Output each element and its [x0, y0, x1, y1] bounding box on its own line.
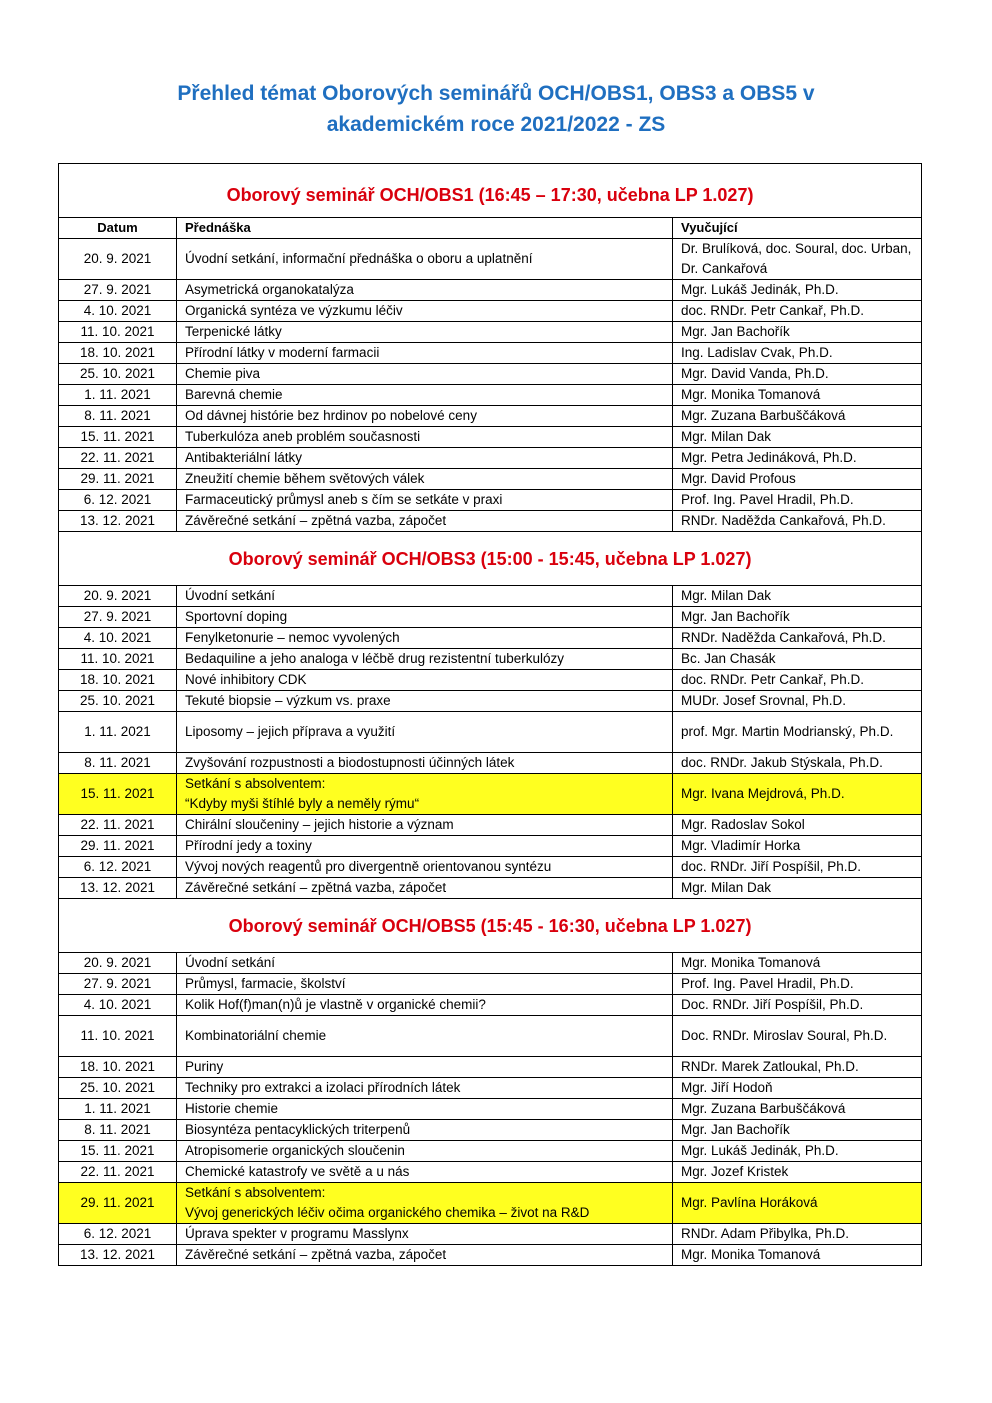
- lecture-cell: Závěrečné setkání – zpětná vazba, zápočet: [177, 511, 673, 532]
- teacher-cell: Mgr. Pavlína Horáková: [673, 1183, 922, 1224]
- teacher-cell: Mgr. Jan Bachořík: [673, 322, 922, 343]
- lecture-cell: Kombinatoriální chemie: [177, 1016, 673, 1057]
- date-cell: 15. 11. 2021: [59, 427, 177, 448]
- table-row: [59, 878, 922, 899]
- teacher-cell: Mgr. Milan Dak: [673, 586, 922, 607]
- date-cell: 27. 9. 2021: [59, 280, 177, 301]
- lecture-cell: Od dávnej histórie bez hrdinov po nobelové ceny: [177, 406, 673, 427]
- table-header-row: [59, 218, 922, 239]
- date-cell: 22. 11. 2021: [59, 815, 177, 836]
- teacher-cell: Mgr. Jan Bachořík: [673, 1120, 922, 1141]
- lecture-cell: Asymetrická organokatalýza: [177, 280, 673, 301]
- table-row: [59, 490, 922, 511]
- lecture-cell: Bedaquiline a jeho analoga v léčbě drug rezistentní tuberkulózy: [177, 649, 673, 670]
- date-cell: 13. 12. 2021: [59, 878, 177, 899]
- table-row: [59, 364, 922, 385]
- date-cell: 4. 10. 2021: [59, 628, 177, 649]
- table-row: [59, 815, 922, 836]
- table-row: [59, 691, 922, 712]
- teacher-cell: doc. RNDr. Petr Cankař, Ph.D.: [673, 670, 922, 691]
- date-cell: 18. 10. 2021: [59, 343, 177, 364]
- teacher-cell: Mgr. Milan Dak: [673, 427, 922, 448]
- lecture-cell: Tekuté biopsie – výzkum vs. praxe: [177, 691, 673, 712]
- teacher-cell: RNDr. Naděžda Cankařová, Ph.D.: [673, 511, 922, 532]
- lecture-cell: Zneužití chemie během světových válek: [177, 469, 673, 490]
- lecture-cell: Kolik Hof(f)man(n)ů je vlastně v organické chemii?: [177, 995, 673, 1016]
- date-cell: 15. 11. 2021: [59, 774, 177, 815]
- table-row: [59, 1078, 922, 1099]
- teacher-cell: Mgr. Radoslav Sokol: [673, 815, 922, 836]
- lecture-subtitle: Vývoj generických léčiv očima organického chemika – život na R&D: [185, 1205, 590, 1220]
- lecture-cell: Sportovní doping: [177, 607, 673, 628]
- section-heading: Oborový seminář OCH/OBS3 (15:00 - 15:45, učebna LP 1.027): [59, 532, 922, 586]
- date-cell: 4. 10. 2021: [59, 995, 177, 1016]
- teacher-cell: Ing. Ladislav Cvak, Ph.D.: [673, 343, 922, 364]
- date-cell: 22. 11. 2021: [59, 448, 177, 469]
- date-cell: 1. 11. 2021: [59, 712, 177, 753]
- lecture-cell: Biosyntéza pentacyklických triterpenů: [177, 1120, 673, 1141]
- lecture-cell: Chirální sloučeniny – jejich historie a význam: [177, 815, 673, 836]
- date-cell: 6. 12. 2021: [59, 490, 177, 511]
- date-cell: 20. 9. 2021: [59, 239, 177, 280]
- date-cell: 13. 12. 2021: [59, 1245, 177, 1266]
- table-row: [59, 995, 922, 1016]
- section-heading: Oborový seminář OCH/OBS1 (16:45 – 17:30, učebna LP 1.027): [59, 164, 922, 218]
- teacher-cell: doc. RNDr. Jiří Pospíšil, Ph.D.: [673, 857, 922, 878]
- lecture-cell: Úvodní setkání: [177, 953, 673, 974]
- section-heading-row: [59, 899, 922, 953]
- lecture-cell: Vývoj nových reagentů pro divergentně orientovanou syntézu: [177, 857, 673, 878]
- lecture-cell: [177, 1183, 673, 1224]
- table-row: [59, 1057, 922, 1078]
- teacher-cell: RNDr. Marek Zatloukal, Ph.D.: [673, 1057, 922, 1078]
- lecture-cell: Chemie piva: [177, 364, 673, 385]
- table-row: [59, 836, 922, 857]
- date-cell: 29. 11. 2021: [59, 469, 177, 490]
- date-cell: 8. 11. 2021: [59, 406, 177, 427]
- teacher-cell: Mgr. Zuzana Barbuščáková: [673, 1099, 922, 1120]
- teacher-cell: Dr. Brulíková, doc. Soural, doc. Urban, Dr. Cankařová: [673, 239, 922, 280]
- table-row: [59, 1183, 922, 1224]
- lecture-subtitle: “Kdyby myši štíhlé byly a neměly rýmu“: [185, 796, 420, 811]
- teacher-cell: Mgr. Jan Bachořík: [673, 607, 922, 628]
- date-cell: 11. 10. 2021: [59, 322, 177, 343]
- table-row: [59, 385, 922, 406]
- lecture-cell: Přírodní jedy a toxiny: [177, 836, 673, 857]
- page-title-line-2: akademickém roce 2021/2022 - ZS: [326, 113, 666, 136]
- table-row: [59, 1120, 922, 1141]
- teacher-cell: Prof. Ing. Pavel Hradil, Ph.D.: [673, 974, 922, 995]
- table-row: [59, 427, 922, 448]
- table-row: [59, 649, 922, 670]
- table-row: [59, 1016, 922, 1057]
- page-title-line-1: Přehled témat Oborových seminářů OCH/OBS1, OBS3 a OBS5 v: [177, 82, 815, 105]
- lecture-cell: Barevná chemie: [177, 385, 673, 406]
- date-cell: 1. 11. 2021: [59, 385, 177, 406]
- teacher-cell: RNDr. Adam Přibylka, Ph.D.: [673, 1224, 922, 1245]
- date-cell: 6. 12. 2021: [59, 857, 177, 878]
- schedule-table: [58, 163, 922, 1266]
- table-row: [59, 322, 922, 343]
- teacher-cell: Mgr. Jiří Hodoň: [673, 1078, 922, 1099]
- table-row: [59, 469, 922, 490]
- table-row: [59, 974, 922, 995]
- teacher-cell: doc. RNDr. Petr Cankař, Ph.D.: [673, 301, 922, 322]
- table-row: [59, 953, 922, 974]
- teacher-cell: Mgr. Zuzana Barbuščáková: [673, 406, 922, 427]
- lecture-cell: [177, 774, 673, 815]
- table-row: [59, 670, 922, 691]
- lecture-cell: Úvodní setkání: [177, 586, 673, 607]
- teacher-cell: Mgr. David Profous: [673, 469, 922, 490]
- lecture-cell: Nové inhibitory CDK: [177, 670, 673, 691]
- table-row: [59, 628, 922, 649]
- teacher-cell: Mgr. Petra Jedináková, Ph.D.: [673, 448, 922, 469]
- teacher-cell: Mgr. Lukáš Jedinák, Ph.D.: [673, 1141, 922, 1162]
- lecture-cell: Atropisomerie organických sloučenin: [177, 1141, 673, 1162]
- date-cell: 25. 10. 2021: [59, 364, 177, 385]
- date-cell: 4. 10. 2021: [59, 301, 177, 322]
- teacher-cell: RNDr. Naděžda Cankařová, Ph.D.: [673, 628, 922, 649]
- table-row: [59, 301, 922, 322]
- table-row: [59, 511, 922, 532]
- lecture-title: Setkání s absolventem:: [185, 1185, 326, 1200]
- lecture-cell: Organická syntéza ve výzkumu léčiv: [177, 301, 673, 322]
- lecture-cell: Terpenické látky: [177, 322, 673, 343]
- lecture-cell: Zvyšování rozpustnosti a biodostupnosti účinných látek: [177, 753, 673, 774]
- teacher-cell: Mgr. Milan Dak: [673, 878, 922, 899]
- lecture-cell: Přírodní látky v moderní farmacii: [177, 343, 673, 364]
- lecture-cell: Farmaceutický průmysl aneb s čím se setkáte v praxi: [177, 490, 673, 511]
- table-row: [59, 1162, 922, 1183]
- table-row: [59, 607, 922, 628]
- date-cell: 11. 10. 2021: [59, 1016, 177, 1057]
- teacher-cell: Mgr. Jozef Kristek: [673, 1162, 922, 1183]
- date-cell: 25. 10. 2021: [59, 691, 177, 712]
- lecture-cell: Úvodní setkání, informační přednáška o oboru a uplatnění: [177, 239, 673, 280]
- teacher-cell: Mgr. Ivana Mejdrová, Ph.D.: [673, 774, 922, 815]
- lecture-cell: Závěrečné setkání – zpětná vazba, zápočet: [177, 1245, 673, 1266]
- page-title: [0, 78, 992, 140]
- table-row: [59, 280, 922, 301]
- table-row: [59, 857, 922, 878]
- lecture-cell: Průmysl, farmacie, školství: [177, 974, 673, 995]
- table-row: [59, 586, 922, 607]
- table-row: [59, 1245, 922, 1266]
- date-cell: 6. 12. 2021: [59, 1224, 177, 1245]
- lecture-cell: Závěrečné setkání – zpětná vazba, zápočet: [177, 878, 673, 899]
- date-cell: 25. 10. 2021: [59, 1078, 177, 1099]
- date-cell: 27. 9. 2021: [59, 607, 177, 628]
- date-cell: 27. 9. 2021: [59, 974, 177, 995]
- date-cell: 13. 12. 2021: [59, 511, 177, 532]
- table-row: [59, 239, 922, 280]
- lecture-cell: Tuberkulóza aneb problém současnosti: [177, 427, 673, 448]
- teacher-cell: Mgr. Monika Tomanová: [673, 385, 922, 406]
- lecture-cell: Chemické katastrofy ve světě a u nás: [177, 1162, 673, 1183]
- teacher-cell: Mgr. Monika Tomanová: [673, 1245, 922, 1266]
- table-row: [59, 774, 922, 815]
- section-heading: Oborový seminář OCH/OBS5 (15:45 - 16:30, učebna LP 1.027): [59, 899, 922, 953]
- teacher-cell: Mgr. David Vanda, Ph.D.: [673, 364, 922, 385]
- date-cell: 11. 10. 2021: [59, 649, 177, 670]
- table-row: [59, 1224, 922, 1245]
- lecture-cell: Fenylketonurie – nemoc vyvolených: [177, 628, 673, 649]
- lecture-title: Setkání s absolventem:: [185, 776, 326, 791]
- table-row: [59, 753, 922, 774]
- teacher-cell: Prof. Ing. Pavel Hradil, Ph.D.: [673, 490, 922, 511]
- date-cell: 8. 11. 2021: [59, 1120, 177, 1141]
- table-row: [59, 343, 922, 364]
- section-heading-row: [59, 164, 922, 218]
- date-cell: 18. 10. 2021: [59, 670, 177, 691]
- lecture-cell: Liposomy – jejich příprava a využití: [177, 712, 673, 753]
- table-row: [59, 712, 922, 753]
- table-row: [59, 448, 922, 469]
- teacher-cell: Mgr. Lukáš Jedinák, Ph.D.: [673, 280, 922, 301]
- table-row: [59, 406, 922, 427]
- table-row: [59, 1099, 922, 1120]
- teacher-cell: MUDr. Josef Srovnal, Ph.D.: [673, 691, 922, 712]
- column-header-lecture: Přednáška: [177, 218, 673, 239]
- column-header-teacher: Vyučující: [673, 218, 922, 239]
- teacher-cell: Mgr. Vladimír Horka: [673, 836, 922, 857]
- column-header-date: Datum: [59, 218, 177, 239]
- lecture-cell: Historie chemie: [177, 1099, 673, 1120]
- date-cell: 20. 9. 2021: [59, 586, 177, 607]
- teacher-cell: doc. RNDr. Jakub Stýskala, Ph.D.: [673, 753, 922, 774]
- table-row: [59, 1141, 922, 1162]
- teacher-cell: prof. Mgr. Martin Modrianský, Ph.D.: [673, 712, 922, 753]
- teacher-cell: Doc. RNDr. Jiří Pospíšil, Ph.D.: [673, 995, 922, 1016]
- date-cell: 8. 11. 2021: [59, 753, 177, 774]
- date-cell: 29. 11. 2021: [59, 836, 177, 857]
- date-cell: 20. 9. 2021: [59, 953, 177, 974]
- date-cell: 29. 11. 2021: [59, 1183, 177, 1224]
- date-cell: 15. 11. 2021: [59, 1141, 177, 1162]
- date-cell: 18. 10. 2021: [59, 1057, 177, 1078]
- lecture-cell: Úprava spekter v programu Masslynx: [177, 1224, 673, 1245]
- date-cell: 22. 11. 2021: [59, 1162, 177, 1183]
- teacher-cell: Mgr. Monika Tomanová: [673, 953, 922, 974]
- teacher-cell: Bc. Jan Chasák: [673, 649, 922, 670]
- section-heading-row: [59, 532, 922, 586]
- lecture-cell: Puriny: [177, 1057, 673, 1078]
- teacher-cell: Doc. RNDr. Miroslav Soural, Ph.D.: [673, 1016, 922, 1057]
- date-cell: 1. 11. 2021: [59, 1099, 177, 1120]
- lecture-cell: Techniky pro extrakci a izolaci přírodních látek: [177, 1078, 673, 1099]
- lecture-cell: Antibakteriální látky: [177, 448, 673, 469]
